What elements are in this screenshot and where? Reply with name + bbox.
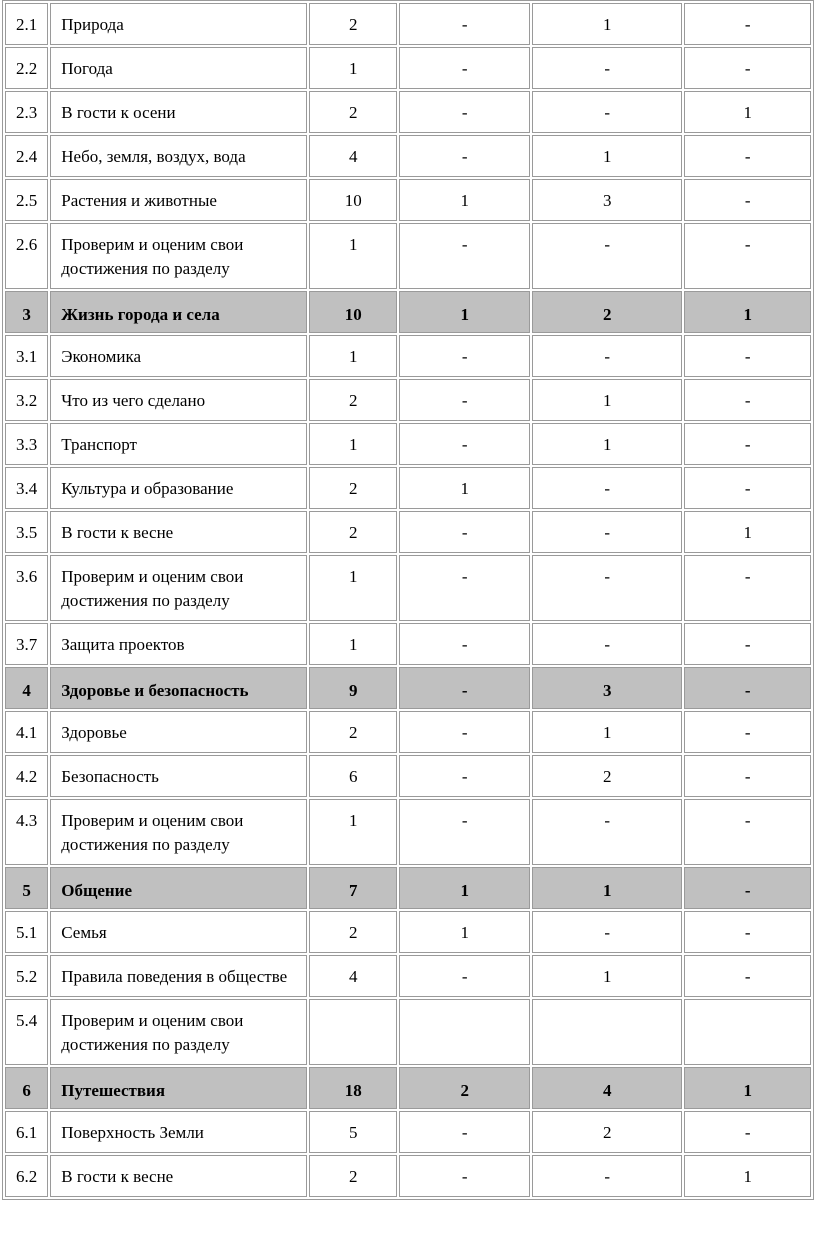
column-b-cell: 3: [532, 667, 682, 709]
column-a-cell: -: [399, 423, 530, 465]
column-a-cell: 1: [399, 467, 530, 509]
table-row: [5, 335, 811, 377]
total-hours-cell: 2: [309, 379, 397, 421]
total-hours-cell: 1: [309, 623, 397, 665]
column-b-cell: 1: [532, 423, 682, 465]
total-hours-cell: 18: [309, 1067, 397, 1109]
column-b-cell: 1: [532, 3, 682, 45]
row-number-cell: 2.6: [5, 223, 48, 289]
topic-name-cell: Проверим и оценим свои достижения по разделу: [50, 223, 307, 289]
total-hours-cell: 10: [309, 179, 397, 221]
column-c-cell: -: [684, 3, 811, 45]
topic-name-cell: Безопасность: [50, 755, 307, 797]
topic-name-cell: Что из чего сделано: [50, 379, 307, 421]
column-c-cell: -: [684, 623, 811, 665]
topic-name-cell: Правила поведения в обществе: [50, 955, 307, 997]
total-hours-cell: 9: [309, 667, 397, 709]
column-a-cell: -: [399, 1155, 530, 1197]
column-a-cell: -: [399, 955, 530, 997]
table-row: [5, 711, 811, 753]
total-hours-cell: 1: [309, 555, 397, 621]
column-c-cell: -: [684, 47, 811, 89]
column-c-cell: -: [684, 335, 811, 377]
section-row: [5, 667, 811, 709]
table-row: [5, 511, 811, 553]
column-c-cell: -: [684, 223, 811, 289]
column-c-cell: -: [684, 799, 811, 865]
row-number-cell: 6: [5, 1067, 48, 1109]
column-c-cell: -: [684, 423, 811, 465]
table-row: [5, 179, 811, 221]
column-c-cell: -: [684, 467, 811, 509]
section-row: [5, 291, 811, 333]
column-c-cell: -: [684, 711, 811, 753]
column-b-cell: 1: [532, 867, 682, 909]
column-b-cell: -: [532, 555, 682, 621]
topic-name-cell: Общение: [50, 867, 307, 909]
total-hours-cell: 5: [309, 1111, 397, 1153]
total-hours-cell: 2: [309, 3, 397, 45]
table-row: [5, 755, 811, 797]
row-number-cell: 3.7: [5, 623, 48, 665]
column-c-cell: -: [684, 135, 811, 177]
column-b-cell: [532, 999, 682, 1065]
column-a-cell: 1: [399, 911, 530, 953]
column-b-cell: -: [532, 1155, 682, 1197]
row-number-cell: 4.3: [5, 799, 48, 865]
column-c-cell: 1: [684, 1067, 811, 1109]
row-number-cell: 5.2: [5, 955, 48, 997]
column-b-cell: -: [532, 511, 682, 553]
row-number-cell: 2.5: [5, 179, 48, 221]
total-hours-cell: 2: [309, 91, 397, 133]
column-c-cell: -: [684, 1111, 811, 1153]
row-number-cell: 2.1: [5, 3, 48, 45]
column-a-cell: 1: [399, 291, 530, 333]
column-c-cell: 1: [684, 1155, 811, 1197]
topic-name-cell: Природа: [50, 3, 307, 45]
column-b-cell: -: [532, 911, 682, 953]
column-a-cell: -: [399, 3, 530, 45]
column-a-cell: -: [399, 91, 530, 133]
topic-name-cell: Путешествия: [50, 1067, 307, 1109]
column-a-cell: -: [399, 755, 530, 797]
total-hours-cell: 2: [309, 911, 397, 953]
row-number-cell: 4.2: [5, 755, 48, 797]
column-c-cell: -: [684, 555, 811, 621]
column-a-cell: -: [399, 47, 530, 89]
row-number-cell: 5.4: [5, 999, 48, 1065]
table-row: [5, 91, 811, 133]
topic-name-cell: Защита проектов: [50, 623, 307, 665]
table-row: [5, 911, 811, 953]
topic-name-cell: Экономика: [50, 335, 307, 377]
column-a-cell: 1: [399, 179, 530, 221]
column-a-cell: 1: [399, 867, 530, 909]
column-c-cell: -: [684, 667, 811, 709]
column-b-cell: -: [532, 47, 682, 89]
column-a-cell: -: [399, 799, 530, 865]
column-a-cell: -: [399, 335, 530, 377]
row-number-cell: 4.1: [5, 711, 48, 753]
row-number-cell: 5: [5, 867, 48, 909]
column-a-cell: -: [399, 667, 530, 709]
row-number-cell: 3.5: [5, 511, 48, 553]
table-row: [5, 423, 811, 465]
table-row: [5, 1155, 811, 1197]
total-hours-cell: 1: [309, 423, 397, 465]
table-row: [5, 623, 811, 665]
row-number-cell: 6.2: [5, 1155, 48, 1197]
table-row: [5, 1111, 811, 1153]
topic-name-cell: Погода: [50, 47, 307, 89]
topic-name-cell: В гости к весне: [50, 511, 307, 553]
table-row: [5, 223, 811, 289]
row-number-cell: 6.1: [5, 1111, 48, 1153]
column-c-cell: [684, 999, 811, 1065]
column-b-cell: 1: [532, 379, 682, 421]
table-row: [5, 999, 811, 1065]
column-a-cell: -: [399, 711, 530, 753]
column-c-cell: 1: [684, 511, 811, 553]
column-c-cell: -: [684, 955, 811, 997]
column-b-cell: -: [532, 623, 682, 665]
topic-name-cell: Растения и животные: [50, 179, 307, 221]
topic-name-cell: В гости к осени: [50, 91, 307, 133]
row-number-cell: 2.3: [5, 91, 48, 133]
section-row: [5, 867, 811, 909]
column-b-cell: 1: [532, 955, 682, 997]
total-hours-cell: 2: [309, 467, 397, 509]
topic-name-cell: Здоровье и безопасность: [50, 667, 307, 709]
row-number-cell: 3: [5, 291, 48, 333]
column-a-cell: [399, 999, 530, 1065]
topic-name-cell: Проверим и оценим свои достижения по разделу: [50, 999, 307, 1065]
total-hours-cell: 2: [309, 711, 397, 753]
row-number-cell: 3.3: [5, 423, 48, 465]
topic-name-cell: Проверим и оценим свои достижения по разделу: [50, 555, 307, 621]
column-a-cell: -: [399, 511, 530, 553]
column-a-cell: -: [399, 623, 530, 665]
row-number-cell: 3.4: [5, 467, 48, 509]
table-row: [5, 379, 811, 421]
column-a-cell: -: [399, 223, 530, 289]
topic-name-cell: В гости к весне: [50, 1155, 307, 1197]
column-b-cell: -: [532, 467, 682, 509]
total-hours-cell: 4: [309, 955, 397, 997]
total-hours-cell: 4: [309, 135, 397, 177]
column-b-cell: 4: [532, 1067, 682, 1109]
row-number-cell: 3.6: [5, 555, 48, 621]
row-number-cell: 4: [5, 667, 48, 709]
total-hours-cell: 7: [309, 867, 397, 909]
total-hours-cell: 2: [309, 1155, 397, 1197]
column-a-cell: -: [399, 379, 530, 421]
column-a-cell: -: [399, 1111, 530, 1153]
table-row: [5, 955, 811, 997]
column-b-cell: 1: [532, 711, 682, 753]
table-row: [5, 799, 811, 865]
table-row: [5, 467, 811, 509]
column-c-cell: 1: [684, 291, 811, 333]
column-b-cell: -: [532, 223, 682, 289]
topic-name-cell: Небо, земля, воздух, вода: [50, 135, 307, 177]
table-row: [5, 555, 811, 621]
column-c-cell: -: [684, 911, 811, 953]
table-row: [5, 47, 811, 89]
row-number-cell: 3.1: [5, 335, 48, 377]
column-b-cell: 2: [532, 1111, 682, 1153]
column-b-cell: -: [532, 335, 682, 377]
total-hours-cell: 1: [309, 799, 397, 865]
column-b-cell: 3: [532, 179, 682, 221]
total-hours-cell: 2: [309, 511, 397, 553]
total-hours-cell: 10: [309, 291, 397, 333]
total-hours-cell: 1: [309, 335, 397, 377]
topic-name-cell: Транспорт: [50, 423, 307, 465]
topic-name-cell: Здоровье: [50, 711, 307, 753]
column-b-cell: -: [532, 91, 682, 133]
column-c-cell: -: [684, 755, 811, 797]
row-number-cell: 3.2: [5, 379, 48, 421]
row-number-cell: 2.2: [5, 47, 48, 89]
total-hours-cell: [309, 999, 397, 1065]
total-hours-cell: 1: [309, 223, 397, 289]
column-b-cell: 1: [532, 135, 682, 177]
column-a-cell: -: [399, 555, 530, 621]
table-row: [5, 135, 811, 177]
column-b-cell: -: [532, 799, 682, 865]
topic-name-cell: Культура и образование: [50, 467, 307, 509]
section-row: [5, 1067, 811, 1109]
column-c-cell: -: [684, 379, 811, 421]
total-hours-cell: 6: [309, 755, 397, 797]
column-a-cell: -: [399, 135, 530, 177]
row-number-cell: 2.4: [5, 135, 48, 177]
column-c-cell: -: [684, 867, 811, 909]
column-a-cell: 2: [399, 1067, 530, 1109]
table-row: [5, 3, 811, 45]
topic-name-cell: Семья: [50, 911, 307, 953]
topic-name-cell: Поверхность Земли: [50, 1111, 307, 1153]
column-c-cell: 1: [684, 91, 811, 133]
curriculum-table: [2, 0, 814, 1200]
total-hours-cell: 1: [309, 47, 397, 89]
table-body: [5, 3, 811, 1197]
column-c-cell: -: [684, 179, 811, 221]
topic-name-cell: Проверим и оценим свои достижения по разделу: [50, 799, 307, 865]
column-b-cell: 2: [532, 291, 682, 333]
row-number-cell: 5.1: [5, 911, 48, 953]
column-b-cell: 2: [532, 755, 682, 797]
topic-name-cell: Жизнь города и села: [50, 291, 307, 333]
